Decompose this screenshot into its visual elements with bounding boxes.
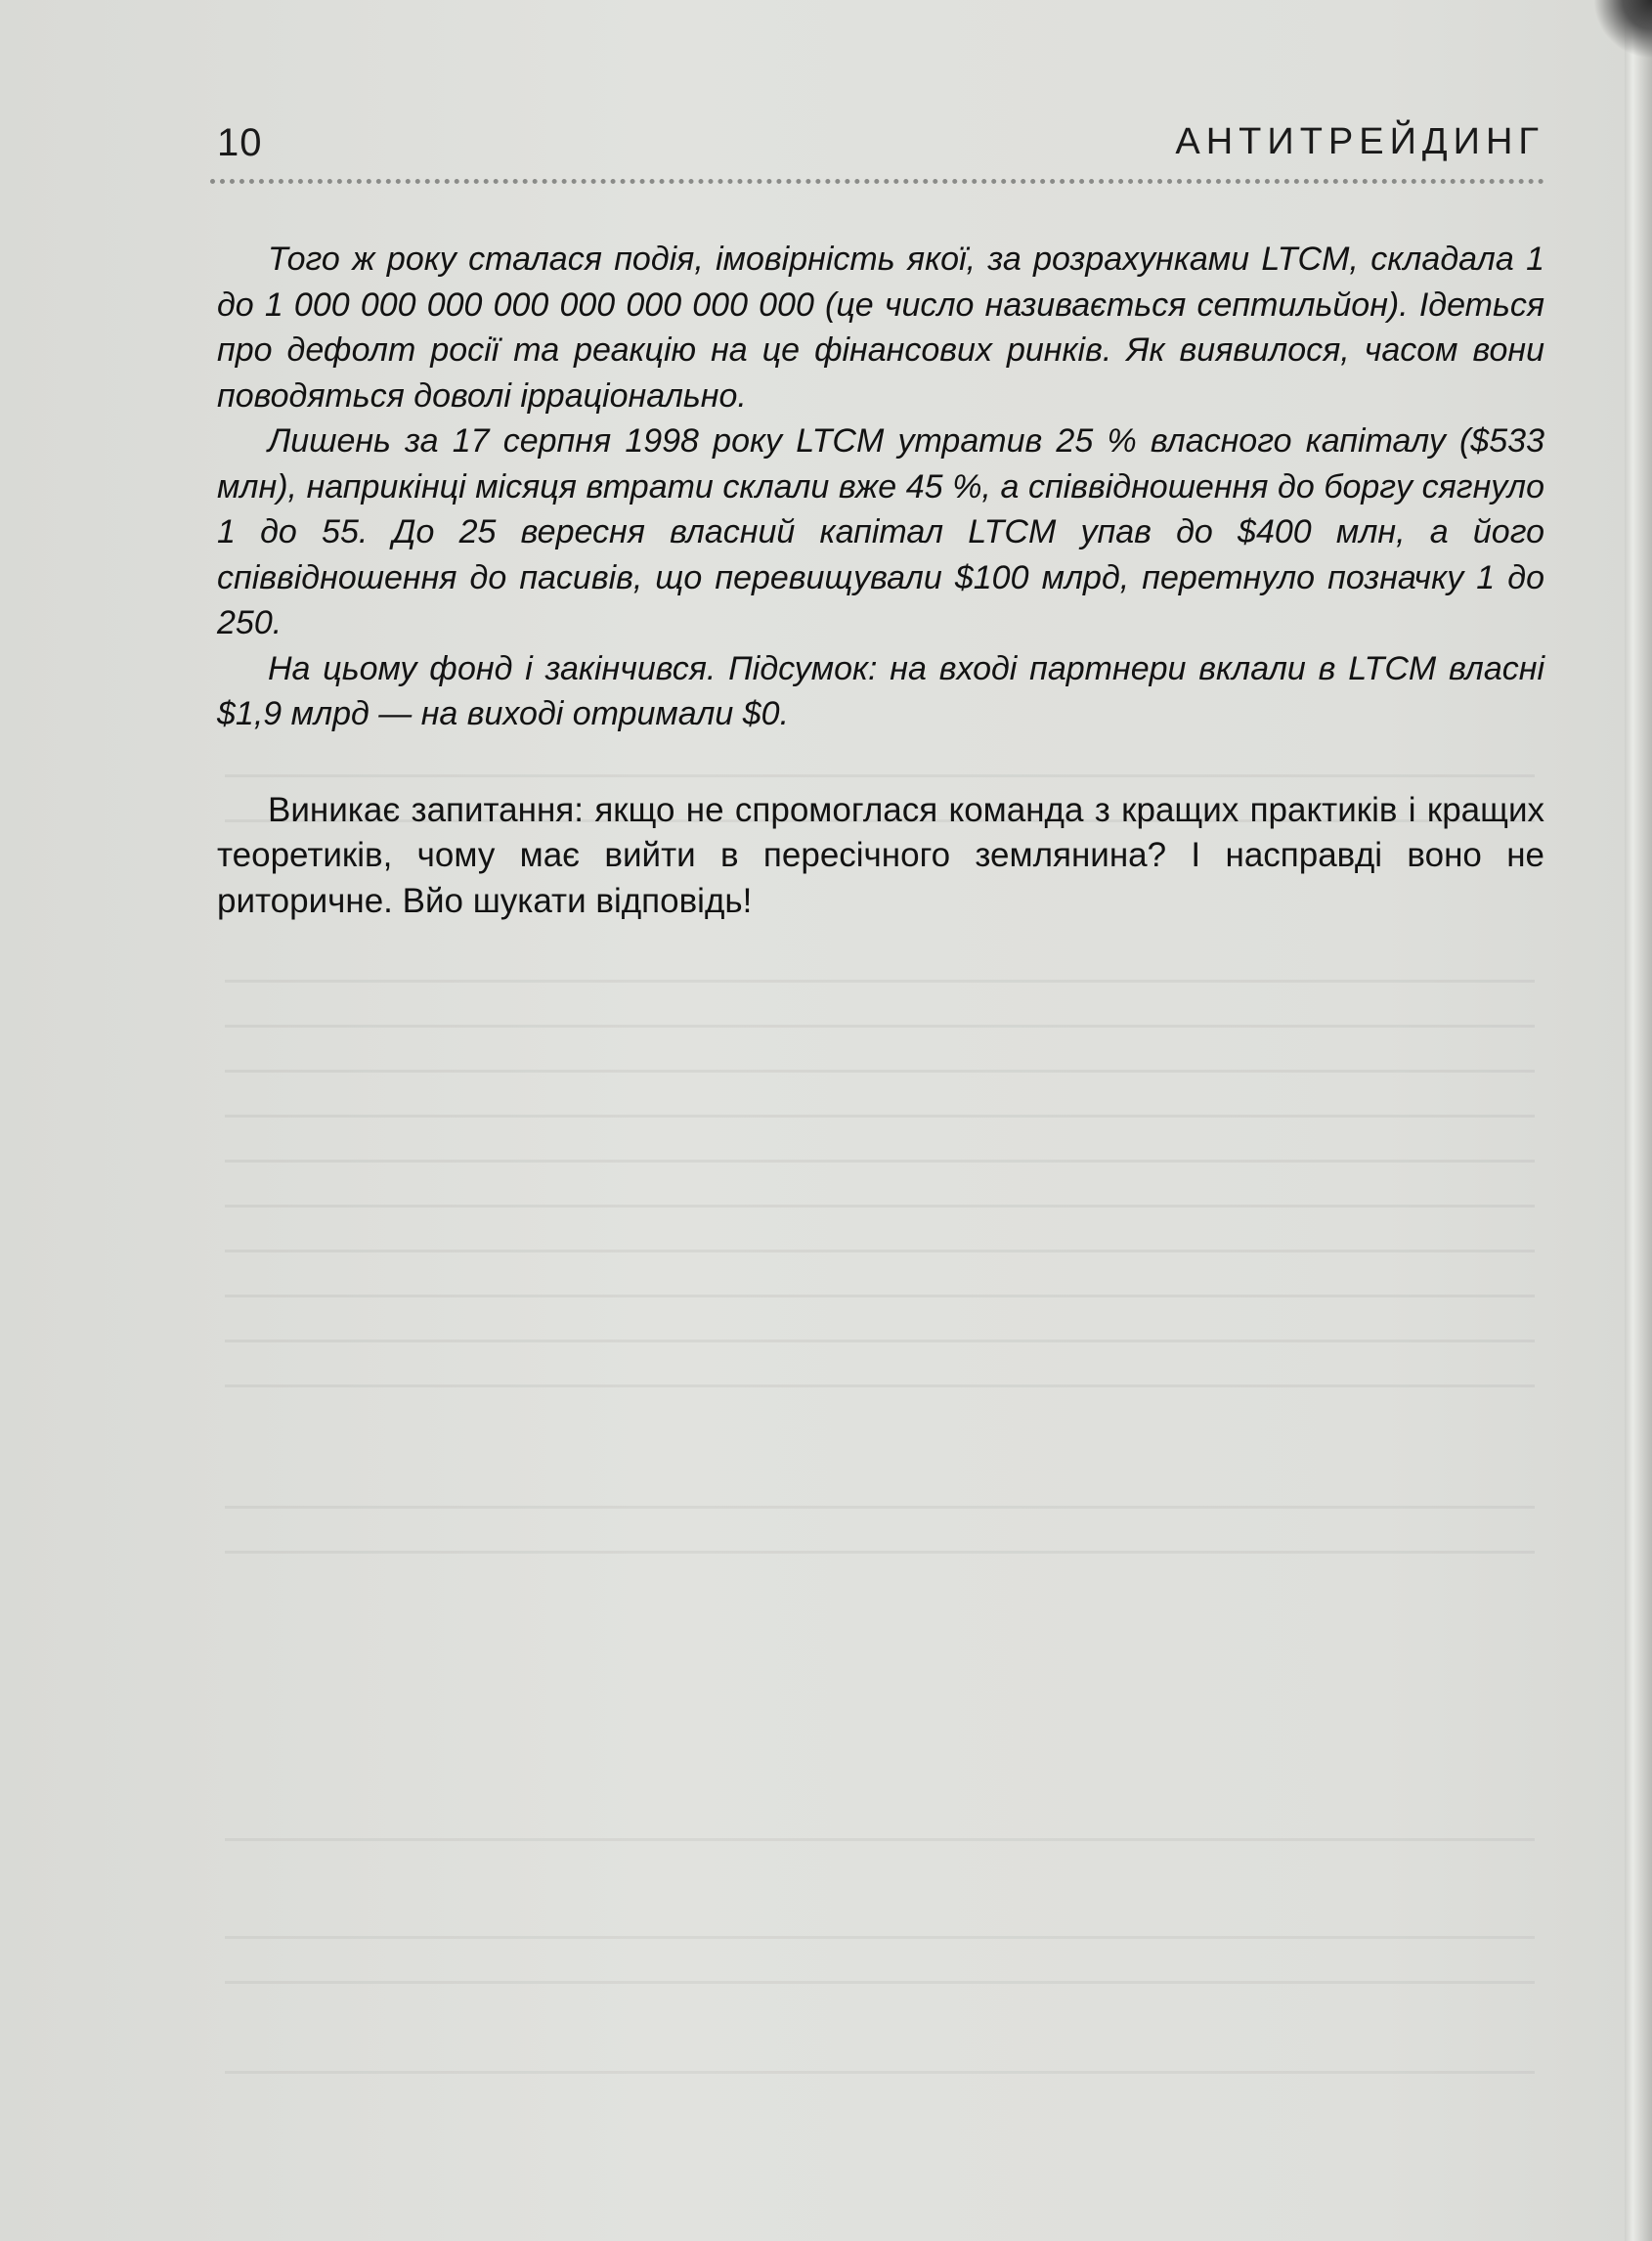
show-through-line — [225, 1384, 1535, 1387]
show-through-line — [225, 1070, 1535, 1073]
show-through-line — [225, 1295, 1535, 1297]
italic-quote-block — [217, 237, 1544, 737]
show-through-line — [225, 980, 1535, 983]
show-through-line — [225, 1025, 1535, 1028]
quote-paragraph: Лишень за 17 серпня 1998 року LTCM утратив 25 % власного капіталу ($533 млн), наприкінці місяця втрати склали вже 45 %, а співвідношення до боргу сягнуло 1 до 55. До 25 вересня власний капітал LTCM упав до $400 млн, а його співвідношення до пасивів, що перевищували $100 млрд, перетнуло позначку 1 до 250. — [217, 422, 1544, 641]
show-through-line — [225, 1936, 1535, 1939]
show-through-line — [225, 2071, 1535, 2074]
show-through-line — [225, 1250, 1535, 1252]
page-edge — [1625, 0, 1652, 2241]
corner-shadow — [1593, 0, 1652, 59]
running-title: АНТИТРЕЙДИНГ — [1175, 121, 1544, 162]
conclusion-paragraph: Виникає запитання: якщо не спромоглася команда з кращих практиків і кращих теоретиків, чому має вийти в пересічного землянина? І насправді воно не риторичне. Вйо шукати відповідь! — [217, 790, 1544, 920]
show-through-line — [225, 1205, 1535, 1208]
show-through-line — [225, 1506, 1535, 1509]
show-through-line — [225, 1551, 1535, 1554]
page-body — [217, 237, 1544, 924]
header-divider — [210, 179, 1544, 184]
running-header — [217, 115, 1544, 174]
quote-paragraph: На цьому фонд і закінчився. Підсумок: на вході партнери вклали в LTCM власні $1,9 млрд — на виході отримали $0. — [217, 649, 1544, 732]
show-through-line — [225, 1115, 1535, 1118]
quote-paragraph: Того ж року сталася подія, імовірність якої, за розрахунками LTCM, складала 1 до 1 000 000 000 000 000 000 000 000 (це число називається септильйон). Ідеться про дефолт росії та реакцію на це фінансових ринків. Як виявилося, часом вони поводяться доволі ірраціонально. — [217, 241, 1544, 415]
show-through-line — [225, 1160, 1535, 1163]
show-through-line — [225, 1340, 1535, 1342]
show-through-line — [225, 1838, 1535, 1841]
show-through-line — [225, 1981, 1535, 1984]
page-number: 10 — [217, 121, 263, 164]
